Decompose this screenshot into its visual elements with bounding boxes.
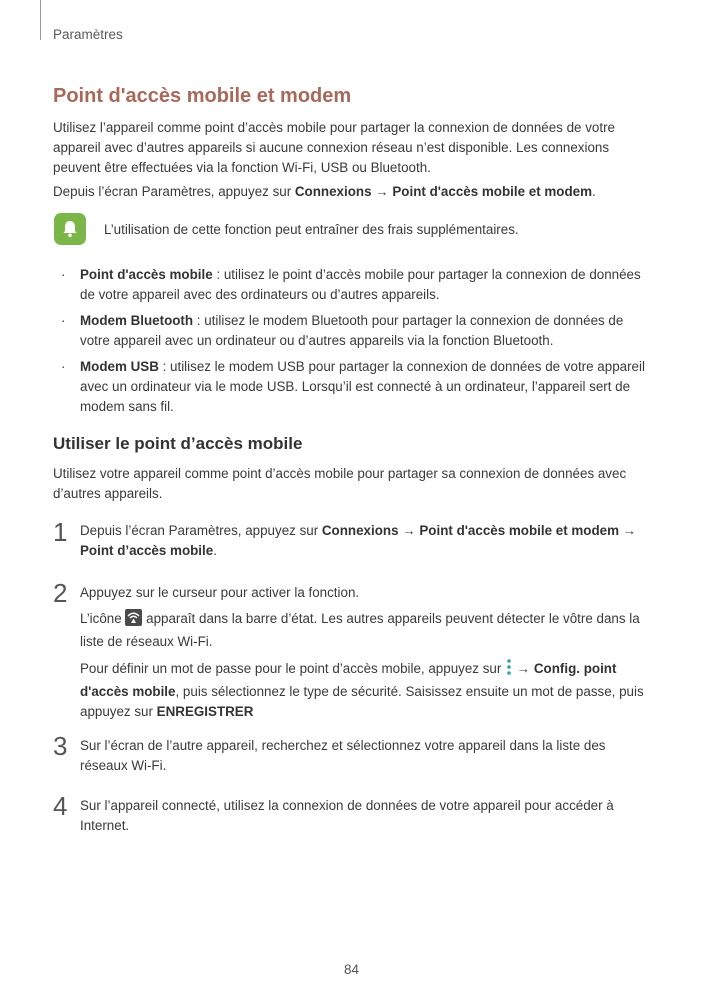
step-2-status-note: L’icône apparaît dans la barre d’état. Les autres appareils peuvent détecter le vôtre dans la liste de réseaux Wi-Fi.: [80, 611, 640, 649]
step-number: 4: [53, 791, 68, 821]
intro-paragraph: Utilisez l’appareil comme point d’accès mobile pour partager la connexion de données de votre appareil avec d’autres appareils si aucune connexion réseau n’est disponible. Les connexions peuvent être effectuées via la fonction Wi-Fi, USB ou Bluetooth.: [53, 120, 615, 175]
section-heading: Utiliser le point d’accès mobile: [53, 434, 303, 453]
page-corner-mark: [40, 0, 41, 40]
list-item: · Point d'accès mobile : utilisez le point d’accès mobile pour partager la connexion de données de votre appareil avec des ordinateurs ou d’autres appareils.: [61, 267, 641, 302]
step-number: 2: [53, 578, 68, 608]
settings-path: Depuis l’écran Paramètres, appuyez sur Connexions → Point d'accès mobile et modem.: [53, 184, 596, 199]
step-number: 3: [53, 731, 68, 761]
more-options-icon: [505, 658, 513, 682]
step-4: Sur l’appareil connecté, utilisez la connexion de données de votre appareil pour accéder à Internet.: [80, 798, 614, 833]
section-intro: Utilisez votre appareil comme point d’accès mobile pour partager sa connexion de données avec d’autres appareils.: [53, 466, 627, 501]
list-item: · Modem USB : utilisez le modem USB pour partager la connexion de données de votre appareil avec un ordinateur via le mode USB. Lorsqu’il est connecté à un ordinateur, l’appareil sert de modem sans fil.: [61, 359, 645, 414]
bell-icon: [54, 213, 86, 245]
page-number: 84: [343, 962, 360, 977]
note-text: L’utilisation de cette fonction peut entraîner des frais supplémentaires.: [104, 222, 519, 237]
step-3: Sur l’écran de l’autre appareil, recherchez et sélectionnez votre appareil dans la liste des réseaux Wi-Fi.: [80, 738, 606, 773]
section-header: Paramètres: [53, 27, 123, 42]
step-2: [80, 583, 650, 722]
step-2-text: Appuyez sur le curseur pour activer la fonction.: [80, 585, 360, 600]
step-2-password-note: Pour définir un mot de passe pour le point d’accès mobile, appuyez sur → Config. point d'accès mobile, puis sélectionnez le type de sécurité. Saisissez ensuite un mot de passe, puis appuyez sur ENREGISTRER: [80, 658, 650, 722]
list-item: · Modem Bluetooth : utilisez le modem Bluetooth pour partager la connexion de données de votre appareil avec un ordinateur ou d’autres appareils via la fonction Bluetooth.: [61, 313, 624, 348]
path-connexions: Connexions: [294, 184, 372, 199]
feature-list: [53, 265, 653, 423]
path-target: Point d'accès mobile et modem: [392, 184, 593, 199]
page-title: Point d'accès mobile et modem: [53, 85, 352, 107]
step-number: 1: [53, 517, 68, 547]
hotspot-status-icon: [125, 609, 142, 632]
step-1: Depuis l’écran Paramètres, appuyez sur Connexions → Point d'accès mobile et modem → Point d’accès mobile.: [80, 523, 637, 558]
